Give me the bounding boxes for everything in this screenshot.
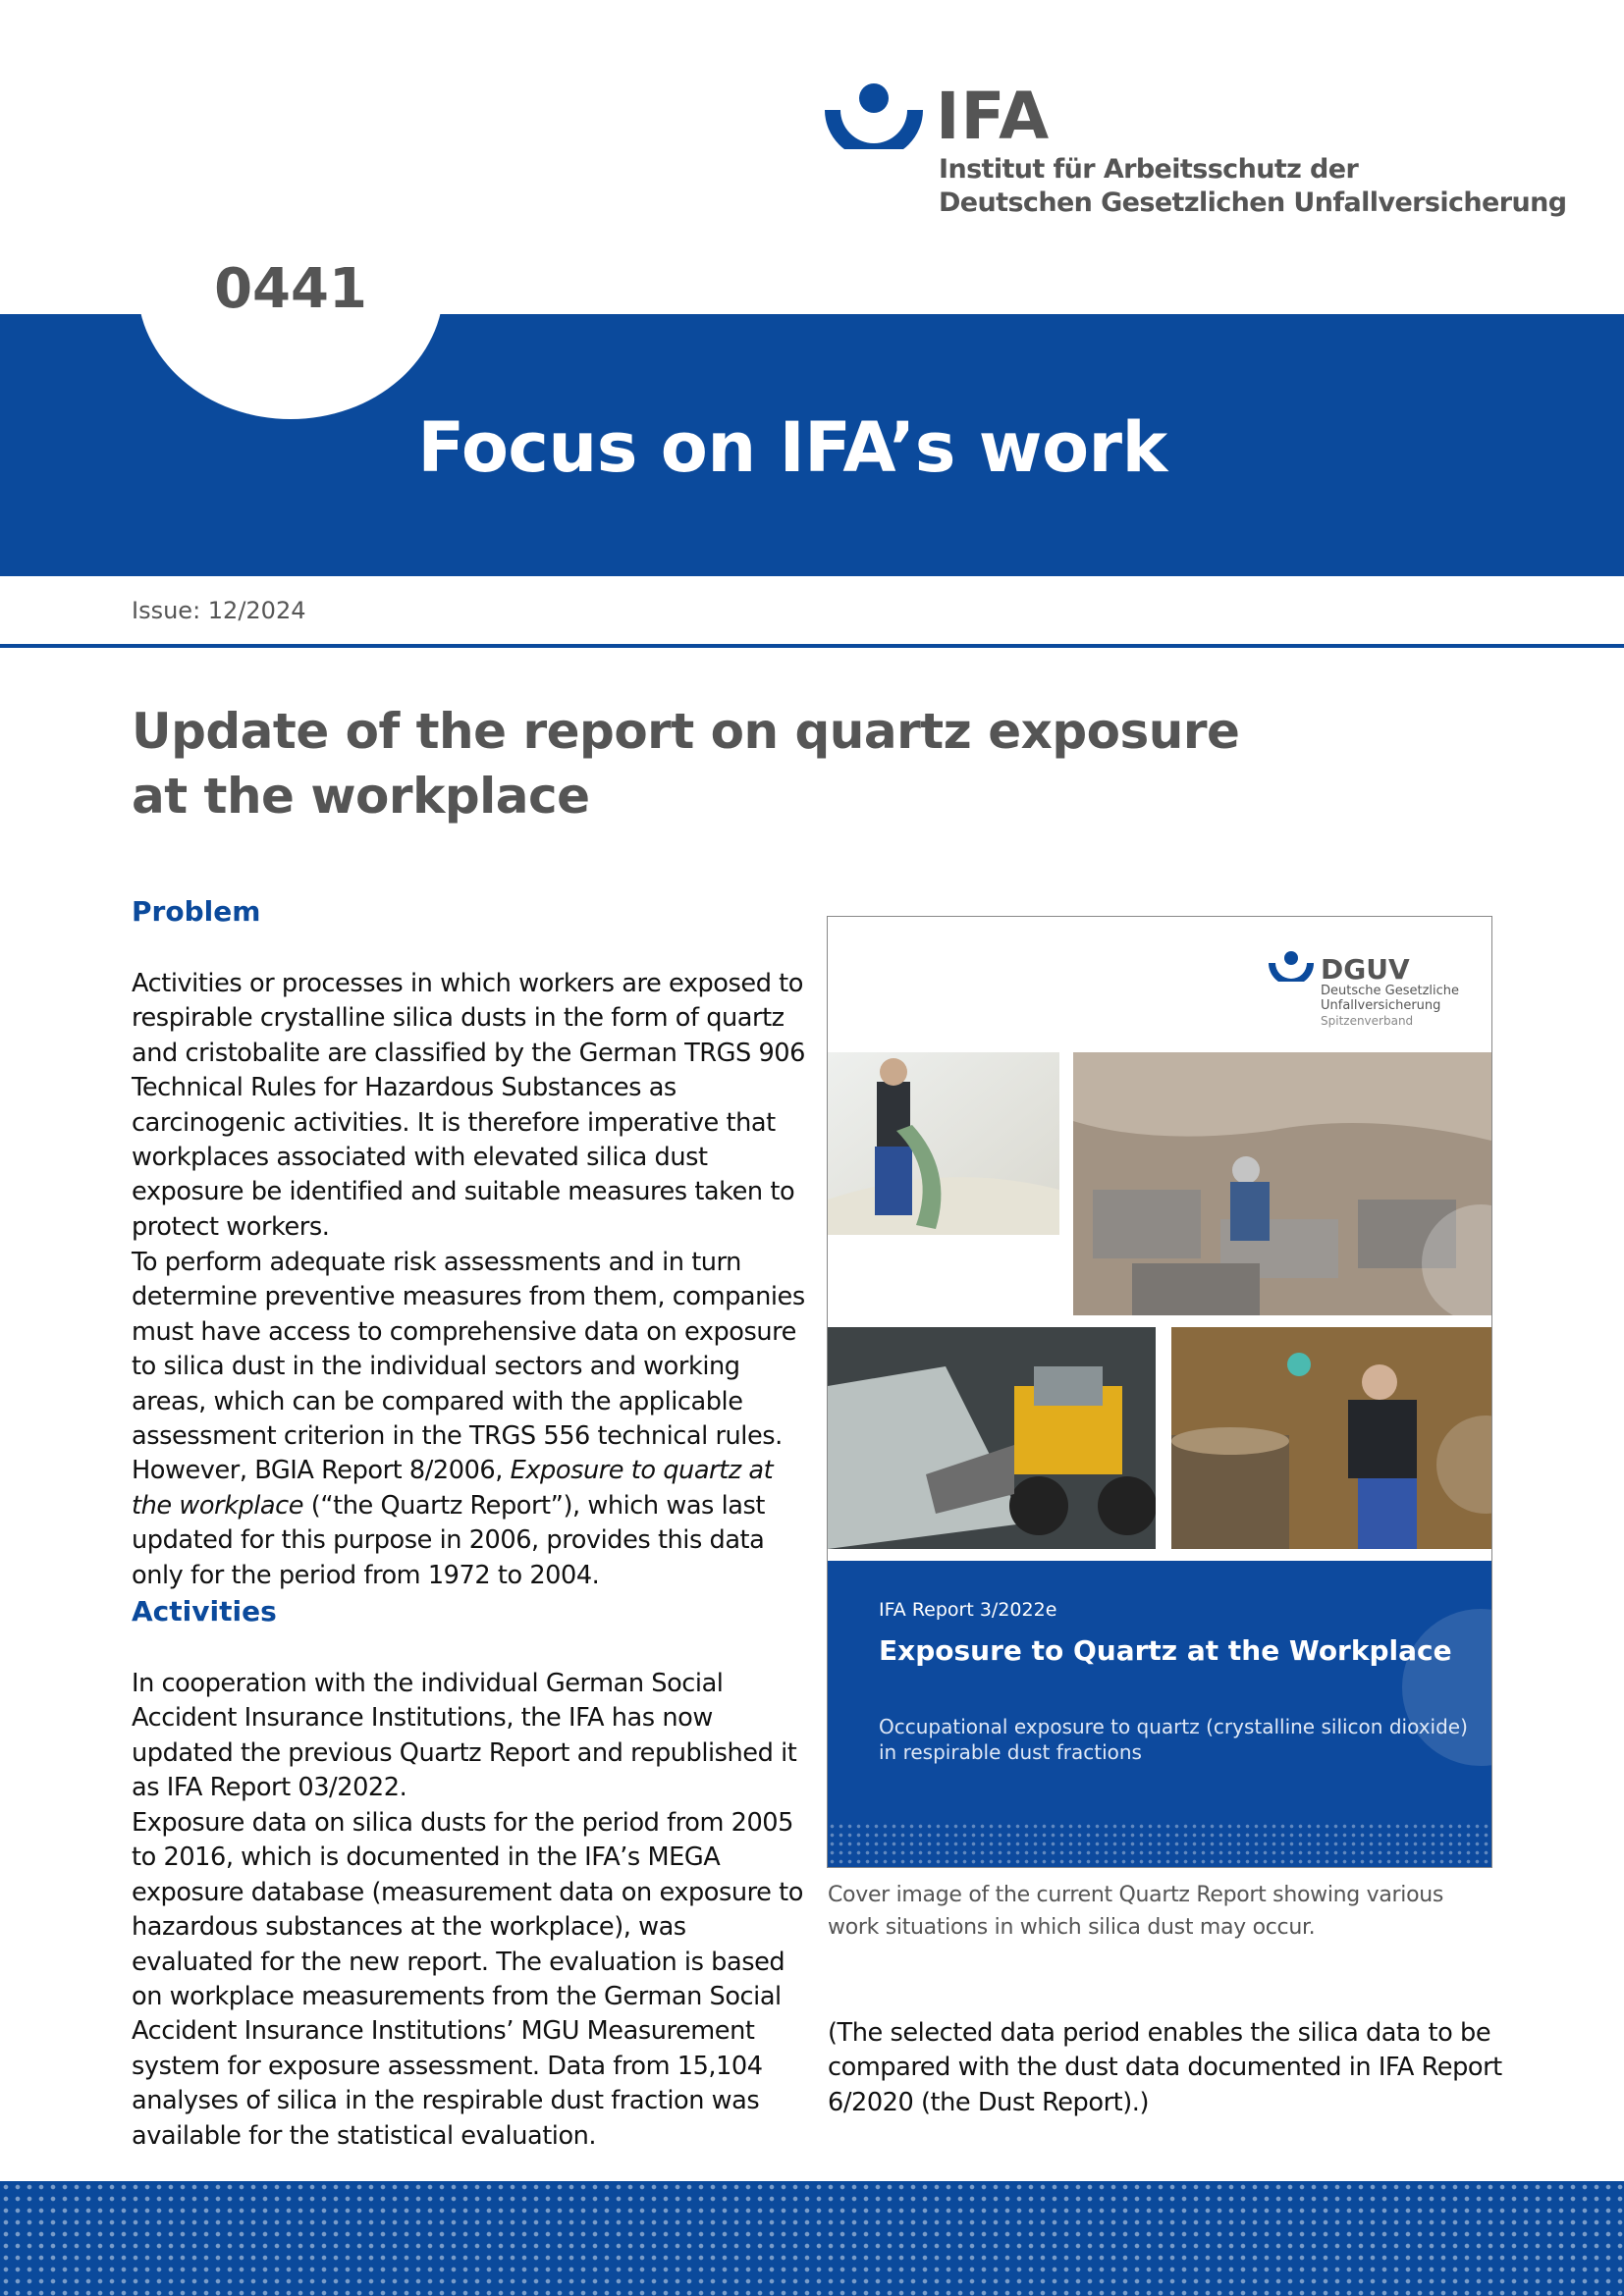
problem-paragraph-1: Activities or processes in which workers are exposed to respirable crystalline silica dusts in the form of quartz and cristobalite are classified by the German TRGS 906 Technical Rules for Hazardous Substances as carcinogenic activities. It is therefore imperative that workplaces associated with elevated silica dust exposure be identified and suitable measures taken to protect workers.: [132, 969, 805, 1242]
ifa-logo-subtitle: Institut für Arbeitsschutz der Deutschen Gesetzlichen Unfallversicherung: [939, 154, 1567, 218]
issue-number: 0441: [214, 257, 367, 321]
report-cover-image: [827, 916, 1492, 1868]
data-period-note: (The selected data period enables the silica data to be compared with the dust data documented in IFA Report 6/2020 (the Dust Report).): [828, 2018, 1502, 2117]
cover-title: Exposure to Quartz at the Workplace: [879, 1634, 1452, 1667]
problem-paragraph-2: To perform adequate risk assessments and in turn determine preventive measures from them, companies must have access to comprehensive data on exposure to silica dust in the individual sectors and working areas, which can be compared with the applicable assessment criterion in the TRGS 556 technical rules. However, BGIA Report 8/2006, Exposure to quartz at the workplace (“the Quartz Report”), which was last updated for this purpose in 2006, provides this data only for the period from 1972 to 2004.: [132, 1248, 805, 1590]
photo-lab-worker: [1171, 1327, 1491, 1549]
activities-paragraph-2: Exposure data on silica dusts for the period from 2005 to 2016, which is documented in the IFA’s MEGA exposure database (measurement data on exposure to hazardous substances at the workplace), was evaluated for the new report. The evaluation is based on workplace measurements from the German Social Accident Insurance Institutions’ MGU Measurement system for exposure assessment. Data from 15,104 analyses of silica in the respirable dust fraction was available for the statistical evaluation.: [132, 1808, 803, 2151]
photo-worker-hose: [828, 1052, 1059, 1235]
activities-paragraph-1: In cooperation with the individual German Social Accident Insurance Institutions, the IFA has now updated the previous Quartz Report and republished it as IFA Report 03/2022.: [132, 1669, 797, 1803]
cover-report-number: IFA Report 3/2022e: [879, 1599, 1057, 1621]
dguv-logo-text: DGUV: [1321, 953, 1410, 986]
ifa-logo-icon: [823, 80, 925, 149]
cover-subtitle: Occupational exposure to quartz (crystalline silicon dioxide) in respirable dust fractions: [879, 1715, 1468, 1764]
dguv-logo-subtitle: Deutsche Gesetzliche Unfallversicherung: [1321, 984, 1460, 1013]
footer-dot-pattern: [0, 2181, 1624, 2296]
photo-stone-quarry: [1073, 1052, 1491, 1315]
dguv-logo-subtitle-2: Spitzenverband: [1321, 1014, 1414, 1028]
activities-heading: Activities: [132, 1595, 277, 1628]
ifa-logo-text: IFA: [936, 79, 1051, 154]
issue-date: Issue: 12/2024: [132, 597, 306, 624]
photo-wheel-loader: [828, 1327, 1156, 1549]
dguv-logo-icon: [1268, 950, 1315, 982]
cover-dot-pattern: [828, 1822, 1491, 1867]
image-caption: Cover image of the current Quartz Report showing various work situations in which silica dust may occur.: [828, 1883, 1444, 1940]
page-title: Update of the report on quartz exposure at the workplace: [132, 703, 1240, 825]
banner-title: Focus on IFA’s work: [417, 407, 1167, 488]
divider: [0, 644, 1624, 648]
problem-heading: Problem: [132, 895, 261, 928]
